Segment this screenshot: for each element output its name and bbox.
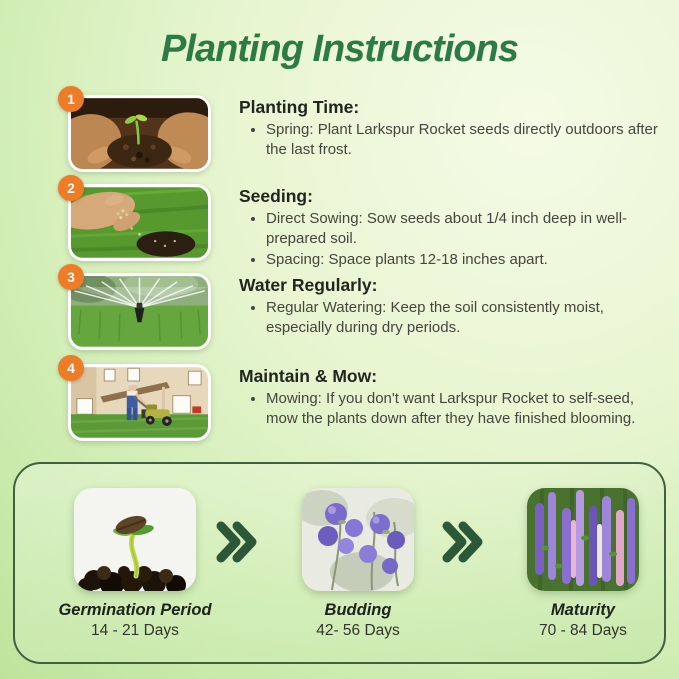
step-bullet: • Regular Watering: Keep the soil consistently moist, especially during dry periods. <box>266 298 658 338</box>
larkspur-flower-field-illustration <box>527 488 639 591</box>
step-bullet-list <box>239 120 658 160</box>
step-bullet: • Spring: Plant Larkspur Rocket seeds directly outdoors after the last frost. <box>266 120 658 160</box>
stage-label: Budding <box>324 601 392 619</box>
step-3-text <box>239 273 658 339</box>
double-chevron-right-icon <box>215 520 257 564</box>
growth-timeline-panel <box>13 462 666 664</box>
step-number-badge: 3 <box>58 264 84 290</box>
step-bullet-list <box>239 298 658 338</box>
step-number-badge: 4 <box>58 355 84 381</box>
stage-budding <box>253 488 463 640</box>
step-number-badge: 2 <box>58 175 84 201</box>
hand-sowing-seeds-illustration <box>71 187 208 258</box>
step-heading: Seeding: <box>239 186 313 206</box>
stage-label: Maturity <box>550 601 616 619</box>
stage-duration: 42- 56 Days <box>316 622 400 639</box>
step-number-badge: 1 <box>58 86 84 112</box>
stage-duration: 70 - 84 Days <box>539 622 627 639</box>
hands-holding-soil-sprout-illustration <box>71 98 208 169</box>
stage-3-photo <box>527 488 639 591</box>
step-heading: Planting Time: <box>239 97 360 117</box>
step-1-photo-frame <box>67 91 211 172</box>
stage-germination <box>30 488 240 640</box>
step-1-text <box>239 95 658 161</box>
person-mowing-lawn-illustration <box>71 367 208 438</box>
double-chevron-right-icon <box>441 520 483 564</box>
step-bullet: • Mowing: If you don't want Larkspur Rocket to self-seed, mow the plants down after they have finished blooming. <box>266 389 658 429</box>
stage-maturity <box>478 488 679 640</box>
step-row-seeding <box>67 180 658 270</box>
step-row-maintain-mow <box>67 360 658 441</box>
germinating-seed-illustration <box>74 488 196 591</box>
larkspur-buds-illustration <box>302 488 414 591</box>
step-heading: Water Regularly: <box>239 275 378 295</box>
step-bullet-list <box>239 209 658 269</box>
step-heading: Maintain & Mow: <box>239 366 378 386</box>
step-1-photo <box>71 98 208 169</box>
step-4-text <box>239 364 658 430</box>
step-2-text <box>239 184 658 270</box>
step-bullet-list <box>239 389 658 429</box>
step-4-photo <box>71 367 208 438</box>
step-bullet: • Spacing: Space plants 12-18 inches apart. <box>266 250 658 270</box>
sprinkler-watering-illustration <box>71 276 208 347</box>
stage-duration: 14 - 21 Days <box>91 622 179 639</box>
stage-2-photo <box>302 488 414 591</box>
page-title: Planting Instructions <box>161 28 518 70</box>
step-3-photo-frame <box>67 269 211 350</box>
step-bullet: • Direct Sowing: Sow seeds about 1/4 inch deep in well-prepared soil. <box>266 209 658 249</box>
stage-1-photo <box>74 488 196 591</box>
stage-label: Germination Period <box>58 601 212 619</box>
step-2-photo <box>71 187 208 258</box>
step-4-photo-frame <box>67 360 211 441</box>
step-2-photo-frame <box>67 180 211 261</box>
step-row-planting-time <box>67 91 658 172</box>
step-3-photo <box>71 276 208 347</box>
step-row-water-regularly <box>67 269 658 350</box>
